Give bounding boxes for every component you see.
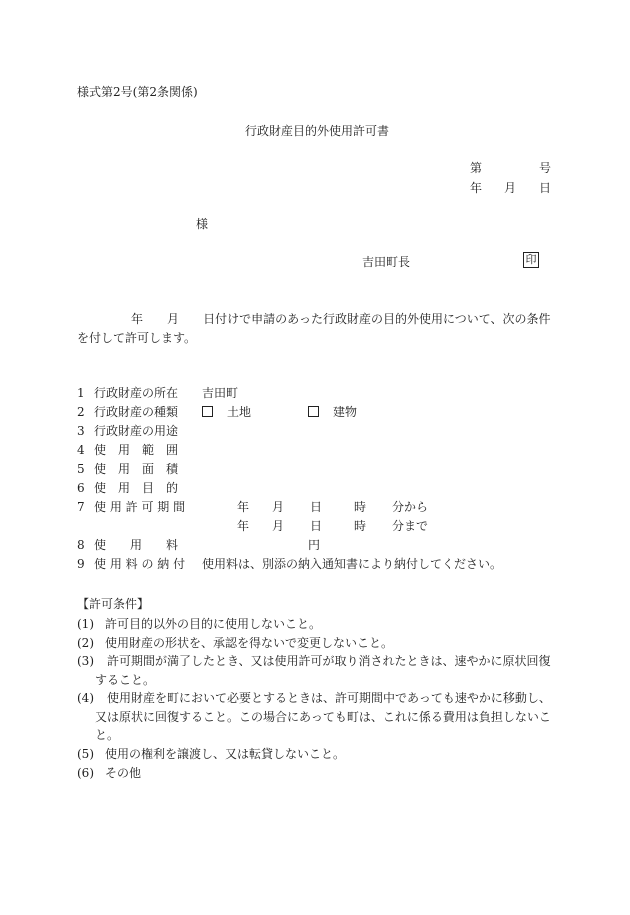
fee-unit: 円 (308, 538, 321, 552)
conditions-heading: 【許可条件】 (77, 597, 150, 611)
date-month: 月 (504, 181, 517, 195)
payment-note: 使用料は、別添の納入通知書により納付してください。 (202, 557, 503, 571)
condition-item: (4) 使用財産を町において必要とするときは、許可期間中であっても速やかに移動し、又は原状に回復すること。この場合にあっても町は、これに係る費用は負担しないこと。 (77, 691, 551, 742)
form-number: 様式第2号(第2条関係) (77, 85, 198, 99)
document-title: 行政財産目的外使用許可書 (245, 124, 390, 138)
condition-item: (6) その他 (77, 766, 142, 780)
date-year: 年 (470, 181, 483, 195)
condition-item: (3) 許可期間が満了したとき、又は使用許可が取り消されたときは、速やかに原状回復すること。 (77, 654, 551, 687)
seal-stamp: 印 (523, 252, 539, 268)
body-paragraph (77, 310, 553, 348)
body-year: 年 (131, 312, 144, 326)
item-row: 3 行政財産の用途 (77, 424, 179, 438)
item-row: 9 使 用 料 の 納 付 使用料は、別添の納入通知書により納付してください。 (77, 557, 503, 571)
condition-item: (2) 使用財産の形状を、承認を得ないで変更しないこと。 (77, 636, 394, 650)
item-row: 2 行政財産の種類 土地 建物 (77, 405, 358, 419)
item-row: 6 使 用 目 的 (77, 481, 179, 495)
checkbox-building[interactable] (308, 406, 319, 418)
issuer-name: 吉田町長 (362, 255, 411, 269)
item-row: 7 使 用 許 可 期 間 年 月 日 時 分から (77, 500, 429, 514)
item-row: 4 使 用 範 囲 (77, 443, 179, 457)
item-row-continued: 年 月 日 時 分まで (237, 519, 429, 533)
date-day: 日 (539, 181, 552, 195)
body-month: 月 (167, 312, 180, 326)
condition-item: (1) 許可目的以外の目的に使用しないこと。 (77, 617, 322, 631)
item-row: 8 使 用 料 円 (77, 538, 321, 552)
condition-item: (5) 使用の権利を譲渡し、又は転貸しないこと。 (77, 747, 346, 761)
doc-no-prefix: 第 (470, 161, 483, 175)
addressee-honorific: 様 (196, 217, 209, 231)
doc-no-suffix: 号 (539, 161, 552, 175)
checkbox-land[interactable] (202, 406, 213, 418)
item-value: 吉田町 (202, 386, 239, 400)
item-row: 5 使 用 面 積 (77, 462, 179, 476)
item-row: 1 行政財産の所在 吉田町 (77, 386, 239, 400)
body-text: 日付けで申請のあった行政財産の目的外使用について、次の条件を付して許可します。 (77, 312, 551, 345)
